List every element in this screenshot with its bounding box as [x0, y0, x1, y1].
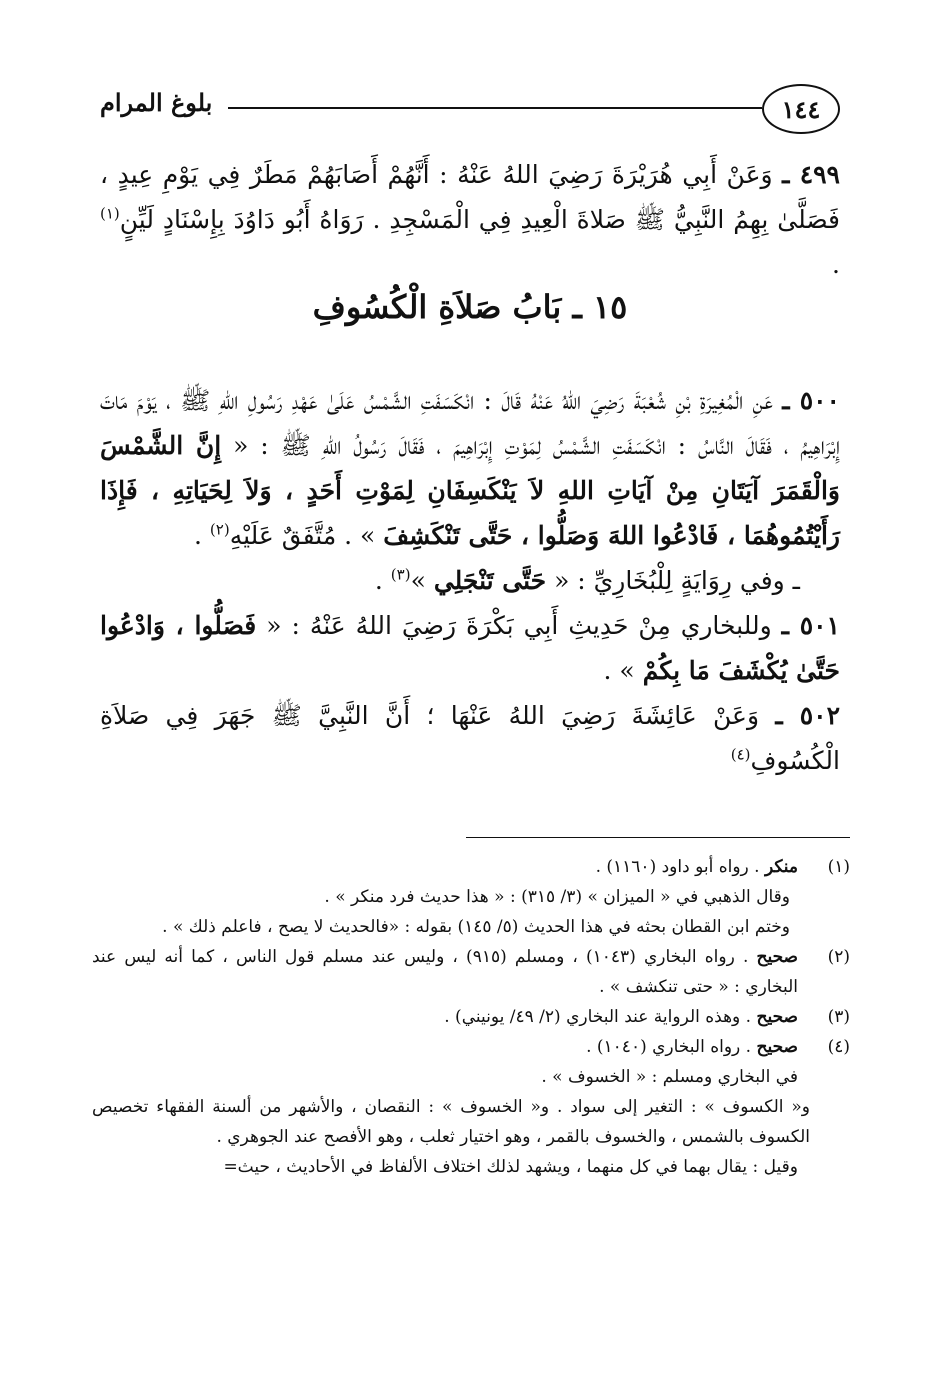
- punctuation: .: [194, 521, 210, 550]
- footnote-number: (١): [827, 857, 850, 877]
- footnote-4-line-4: وقيل : يقال بهما في كل منهما ، ويشهد لذلك اختلاف الألفاظ في الأحاديث ، حيث=: [223, 1157, 798, 1177]
- footnote-4-line-3: و« الكسوف » : التغير إلى سواد . و« الخسوف » : النقصان ، والأشهر من ألسنة الفقهاء تخصيص الكسوف بالشمس ، والخسوف بالقمر ، وهو اختيار ثعلب ، وهو الأفصح عند الجوهري .: [92, 1097, 810, 1147]
- variant-intro: ـ وفي رِوَايَةٍ لِلْبُخَارِيِّ : «: [554, 566, 800, 595]
- grading-label: صحيح: [756, 1007, 798, 1027]
- grading-label: صحيح: [756, 947, 798, 967]
- footnote-ref: (٢): [209, 520, 230, 539]
- hadith-number: ٥٠٢ ـ: [775, 701, 841, 730]
- hadith-500: [100, 378, 840, 783]
- hadith-number: ٥٠١ ـ: [781, 611, 840, 640]
- hadith-outro: » .: [603, 656, 635, 685]
- footnotes: [92, 852, 850, 1182]
- footnote-1-line-2: وقال الذهبي في « الميزان » (٣/ ٣١٥) : « هذا حديث فرد منكر » .: [324, 887, 790, 907]
- footnote-4: [92, 1032, 850, 1062]
- footnote-4-line-2: في البخاري ومسلم : « الخسوف » .: [541, 1067, 798, 1087]
- quote-close: »: [410, 566, 426, 595]
- footnote-ref: (١): [100, 204, 120, 223]
- hadith-number: ٥٠٠ ـ: [782, 386, 840, 415]
- hadith-body: وَعَنْ عَائِشَةَ رَضِيَ اللهُ عَنْهَا ؛ أَنَّ النَّبِيَّ ﷺ جَهَرَ فِي صَلاَةِ الْكُسُوفِ: [100, 701, 840, 775]
- hadith-number: ٤٩٩ ـ: [782, 160, 840, 189]
- footnote-text: . وهذه الرواية عند البخاري (٢/ ٤٩/ يونيني) .: [444, 1007, 757, 1027]
- chapter-title: ١٥ ـ بَابُ صَلاَةِ الْكُسُوفِ: [312, 288, 628, 326]
- footnote-text: . رواه البخاري (١٠٤٠) .: [586, 1037, 757, 1057]
- footnote-1-line-3: وختم ابن القطان بحثه في هذا الحديث (٥/ ١٤٥) بقوله : «فالحديث لا يصح ، فاعلم ذلك » .: [162, 917, 790, 937]
- hadith-outro: » . مُتَّفَقٌ عَلَيْهِ: [229, 521, 376, 550]
- footnote-1: [92, 852, 850, 882]
- hadith-body: وَعَنْ أَبِي هُرَيْرَةَ رَضِيَ اللهُ عَنْهُ : أَنَّهُمْ أَصَابَهُمْ مَطَرٌ فِي يَوْمِ عِيدٍ ، فَصَلَّىٰ بِهِمُ النَّبِيُّ ﷺ صَلاةَ الْعِيدِ فِي الْمَسْجِدِ . رَوَاهُ أَبُو دَاوُدَ بِإِسْنَادٍ لَيِّنٍ: [100, 160, 840, 234]
- footnote-number: (٤): [827, 1037, 850, 1057]
- bukhari-variant: [100, 558, 840, 603]
- hadith-499-text: [100, 152, 840, 287]
- hadith-501-text: [100, 603, 840, 693]
- footnote-number: (٣): [827, 1007, 850, 1027]
- footnote-divider: [466, 837, 850, 838]
- footnote-3: [92, 1002, 850, 1032]
- punctuation: .: [832, 250, 840, 279]
- prophetic-quote: إِنَّ الشَّمْسَ وَالْقَمَرَ آيَتَانِ مِنْ آيَاتِ اللهِ لاَ يَنْكَسِفَانِ لِمَوْتِ أَحَدٍ ، وَلاَ لِحَيَاتِهِ ، فَإِذَا رَأَيْتُمُوهُمَا ، فَادْعُوا اللهَ وَصَلُّوا ، حَتَّى تَنْكَشِفَ: [100, 431, 840, 550]
- footnote-ref: (٣): [390, 565, 411, 584]
- variant-quote: حَتَّى تَنْجَلِي: [433, 566, 547, 595]
- footnote-text: . رواه أبو داود (١١٦٠) .: [595, 857, 765, 877]
- book-title: بلوغ المرام: [100, 88, 213, 117]
- page-number: ١٤٤: [762, 84, 840, 134]
- grading-label: منكر: [764, 857, 798, 877]
- footnote-2: [92, 942, 850, 1002]
- footnote-number: (٢): [827, 947, 850, 967]
- grading-label: صحيح: [756, 1037, 798, 1057]
- header-rule: [228, 107, 762, 109]
- hadith-500-text: [100, 378, 840, 558]
- page-header: [100, 82, 840, 138]
- hadith-502-text: [100, 693, 840, 783]
- footnote-text: . رواه البخاري (١٠٤٣) ، ومسلم (٩١٥) ، وليس عند مسلم قول الناس ، كما أنه ليس عند البخاري : « حتى تنكشف » .: [92, 947, 798, 997]
- punctuation: .: [374, 566, 391, 595]
- footnote-ref: (٤): [730, 745, 751, 764]
- prophetic-quote: فَصَلُّوا ، وَادْعُوا حَتَّىٰ يُكْشَفَ مَا بِكُمْ: [100, 611, 840, 685]
- hadith-499: [100, 152, 840, 287]
- hadith-intro: وللبخاري مِنْ حَدِيثِ أَبِي بَكْرَةَ رَضِيَ اللهُ عَنْهُ : «: [266, 611, 772, 640]
- hadith-intro: عَنِ الْمُغِيرَةِ بْنِ شُعْبَةَ رَضِيَ اللهُ عَنْهُ قَالَ : انْكَسَفَتِ الشَّمْسُ عَلَىٰ عَهْدِ رَسُولِ اللهِ ﷺ ، يَوْمَ مَاتَ إِبْرَاهِيمُ ، فَقَالَ النَّاسُ : انْكَسَفَتِ الشَّمْسُ لِمَوْتِ إِبْرَاهِيمَ ، فَقَالَ رَسُولُ اللهِ ﷺ : «: [100, 386, 841, 460]
